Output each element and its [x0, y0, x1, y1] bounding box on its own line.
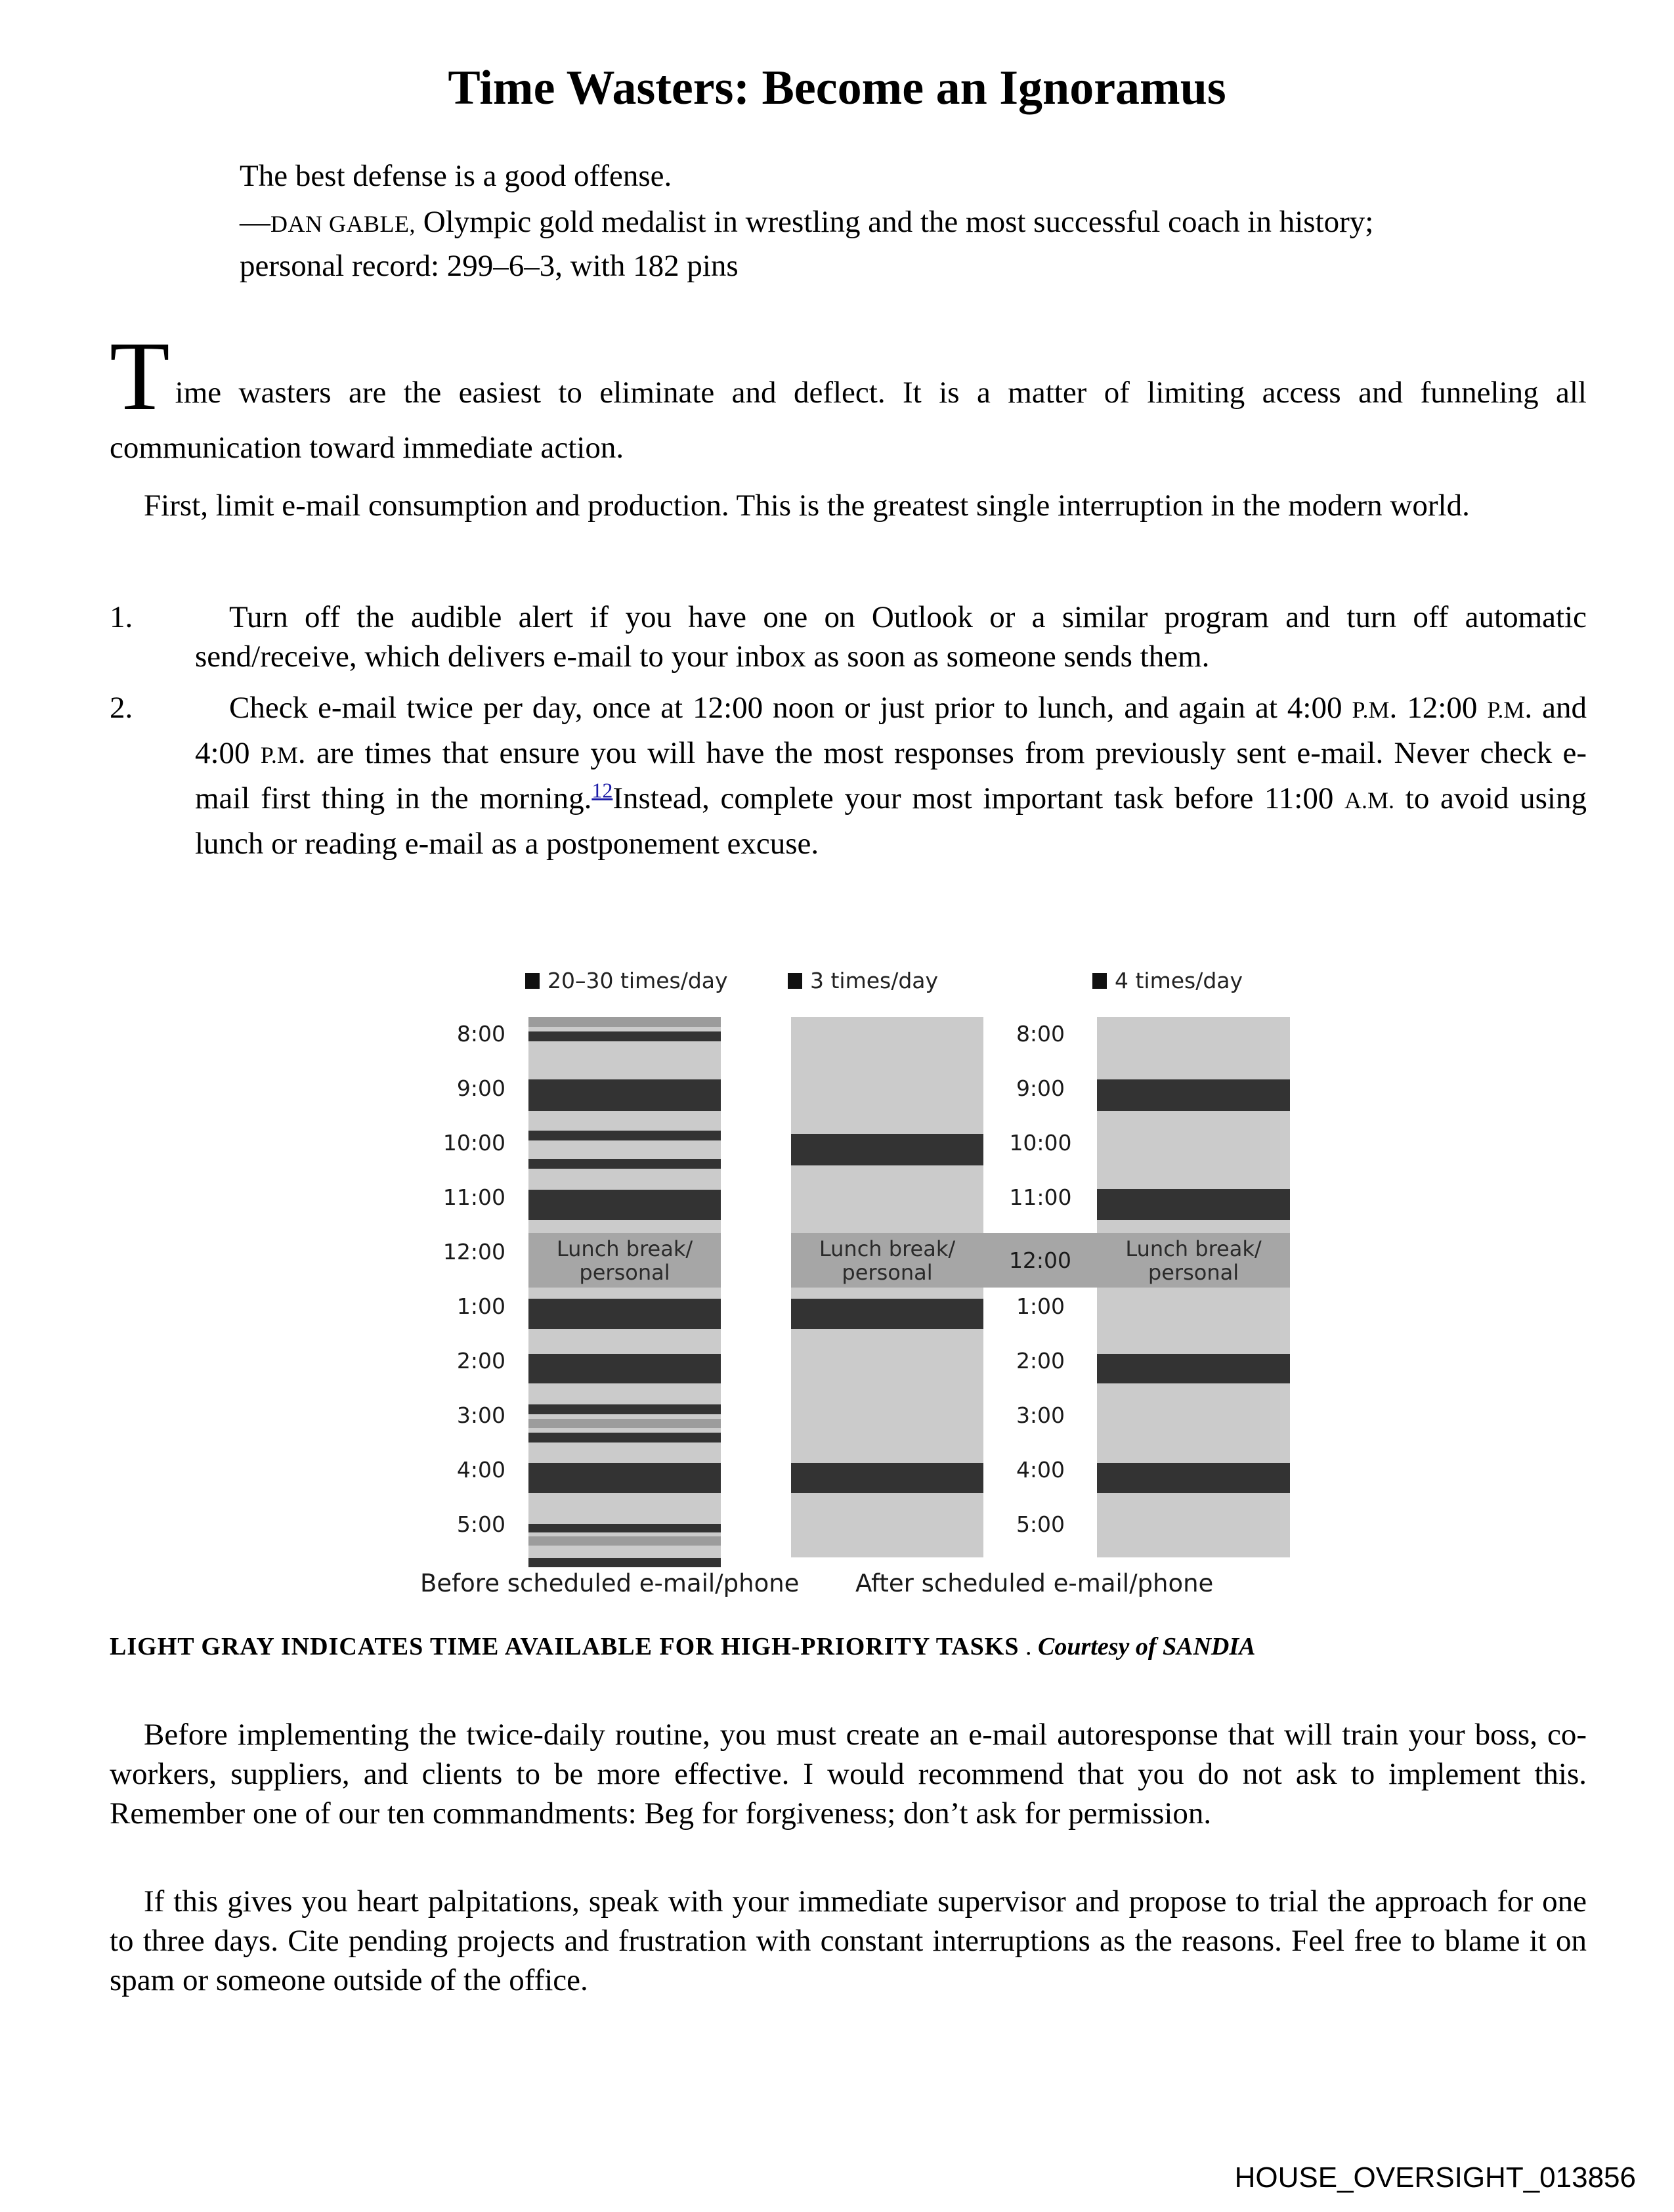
time-label: 9:00 — [456, 1075, 505, 1101]
footnote-link-12[interactable]: 12 — [591, 778, 613, 802]
legend-4-times — [1092, 968, 1243, 993]
interruption-band — [528, 1536, 721, 1546]
email-check-band — [791, 1463, 983, 1493]
figure-caption — [110, 1632, 1256, 1661]
pm-abbrev: P.M — [1352, 697, 1390, 723]
text-segment: . 12:00 — [1389, 691, 1488, 725]
text-segment: Check e-mail twice per day, once at 12:00 noon or just prior to lunch, and again at 4:00 — [229, 691, 1352, 725]
email-check-band — [528, 1131, 721, 1140]
time-label: 11:00 — [442, 1184, 505, 1210]
time-label: 5:00 — [1016, 1511, 1065, 1537]
email-check-band — [791, 1134, 983, 1165]
email-check-band — [1097, 1354, 1290, 1383]
lunch-block-before: Lunch break/ personal — [528, 1233, 721, 1288]
epigraph-attribution-line2: personal record: 299–6–3, with 182 pins — [240, 249, 739, 283]
lunch-label-4-times: Lunch break/ personal — [1125, 1236, 1262, 1285]
time-label: 3:00 — [456, 1402, 505, 1428]
text-segment: to avoid using lunch or reading e-mail as a postponement excuse. — [195, 781, 1587, 861]
legend-label: 4 times/day — [1115, 968, 1243, 993]
time-label: 12:00 — [442, 1239, 505, 1265]
time-label: 10:00 — [1009, 1130, 1072, 1156]
am-abbrev: A.M. — [1344, 787, 1395, 813]
epigraph-author: DAN GABLE, — [270, 211, 416, 237]
time-label: 9:00 — [1016, 1075, 1065, 1101]
email-check-band — [528, 1463, 721, 1493]
pm-abbrev: P.M — [260, 742, 298, 768]
legend-label: 20–30 times/day — [547, 968, 728, 993]
document-id-footer: HOUSE_OVERSIGHT_013856 — [1234, 2161, 1636, 2194]
legend-swatch-icon — [525, 973, 540, 989]
email-check-band — [1097, 1189, 1290, 1220]
time-label: 5:00 — [456, 1511, 505, 1537]
interruption-band — [528, 1419, 721, 1428]
figure-caption-main: LIGHT GRAY INDICATES TIME AVAILABLE FOR HIGH-PRIORITY TASKS — [110, 1633, 1019, 1660]
email-check-band — [1097, 1079, 1290, 1111]
email-check-band — [528, 1404, 721, 1414]
email-check-band — [528, 1159, 721, 1169]
epigraph-quote: The best defense is a good offense. — [240, 159, 672, 193]
paragraph-autoresponse: Before implementing the twice-daily routine, you must create an e-mail autoresponse that will train your boss, co-workers, suppliers, and clients to be more effective. I would recommend that you do not ask to implement this. Remember one of our ten commandments: Beg for forgiveness; don’t ask for permission. — [110, 1718, 1587, 1831]
email-check-band — [791, 1299, 983, 1329]
time-label: 2:00 — [456, 1348, 505, 1374]
email-check-band — [528, 1031, 721, 1041]
legend-3-times — [788, 968, 938, 993]
time-label: 3:00 — [1016, 1402, 1065, 1428]
intro-line-2: communication toward immediate action. — [110, 431, 624, 465]
time-label: 4:00 — [1016, 1457, 1065, 1483]
lunch-label-3-times: Lunch break/ personal — [819, 1236, 956, 1285]
legend-20-30-times — [525, 968, 728, 993]
email-check-band — [528, 1354, 721, 1383]
legend-label: 3 times/day — [810, 968, 939, 993]
email-check-band — [528, 1190, 721, 1220]
list-item-text — [195, 686, 1587, 865]
pm-abbrev: P.M — [1487, 697, 1525, 723]
epigraph-attribution-line1: Olympic gold medalist in wrestling and the most successful coach in history; — [415, 205, 1374, 239]
time-label: 2:00 — [1016, 1348, 1065, 1374]
email-check-band — [1097, 1463, 1290, 1493]
epigraph-attribution — [240, 201, 1618, 287]
email-check-band — [528, 1558, 721, 1567]
intro-line-1: ime wasters are the easiest to eliminate and deflect. It is a matter of limiting access and funneling all — [175, 376, 1587, 410]
time-label-noon: 12:00 — [1008, 1247, 1072, 1273]
email-check-band — [528, 1524, 721, 1532]
legend-swatch-icon — [1092, 973, 1107, 989]
page-title: Time Wasters: Become an Ignoramus — [448, 61, 1226, 115]
time-label: 4:00 — [456, 1457, 505, 1483]
interruption-band — [528, 1017, 721, 1027]
list-number: 2. — [110, 691, 133, 725]
caption-after: After scheduled e-mail/phone — [855, 1569, 1214, 1597]
text-segment: . and 4:00 — [195, 691, 1587, 770]
list-item-1 — [110, 597, 1587, 676]
legend-swatch-icon — [788, 973, 802, 989]
list-item-2 — [110, 686, 1587, 865]
lunch-block-after — [791, 1233, 1290, 1288]
email-check-band — [528, 1433, 721, 1442]
column-before-20-30 — [528, 1017, 721, 1567]
paragraph-first-limit: First, limit e-mail consumption and production. This is the greatest single interruption in the modern world. — [144, 488, 1470, 523]
list-number: 1. — [110, 600, 133, 634]
time-label: 10:00 — [442, 1130, 505, 1156]
paragraph-palpitations: If this gives you heart palpitations, speak with your immediate supervisor and propose to trial the approach for one to three days. Cite pending projects and frustration with constant interruptions as the reasons. Feel free to blame it on spam or someone outside of the office. — [110, 1884, 1587, 1997]
time-label: 8:00 — [456, 1021, 505, 1047]
caption-before: Before scheduled e-mail/phone — [420, 1569, 800, 1597]
figure-caption-credit: Courtesy of SANDIA — [1038, 1633, 1256, 1660]
em-dash: — — [240, 205, 270, 239]
figure-caption-separator: . — [1019, 1633, 1038, 1660]
intro-paragraph — [110, 322, 1587, 475]
drop-cap: T — [110, 322, 170, 431]
time-label: 1:00 — [1016, 1293, 1065, 1319]
time-label: 8:00 — [1016, 1021, 1065, 1047]
epigraph — [240, 155, 1618, 287]
email-check-band — [528, 1079, 721, 1111]
email-check-band — [528, 1299, 721, 1329]
time-label: 11:00 — [1009, 1184, 1072, 1210]
text-segment: Instead, complete your most important task before 11:00 — [612, 781, 1345, 815]
text-segment: . are times that ensure you will have the most responses from previously sent e-mail. Never check e-mail first thing in the morning. — [195, 736, 1587, 815]
time-label: 1:00 — [456, 1293, 505, 1319]
list-item-text: Turn off the audible alert if you have one on Outlook or a similar program and turn off automatic send/receive, which delivers e-mail to your inbox as soon as someone sends them. — [195, 600, 1587, 674]
